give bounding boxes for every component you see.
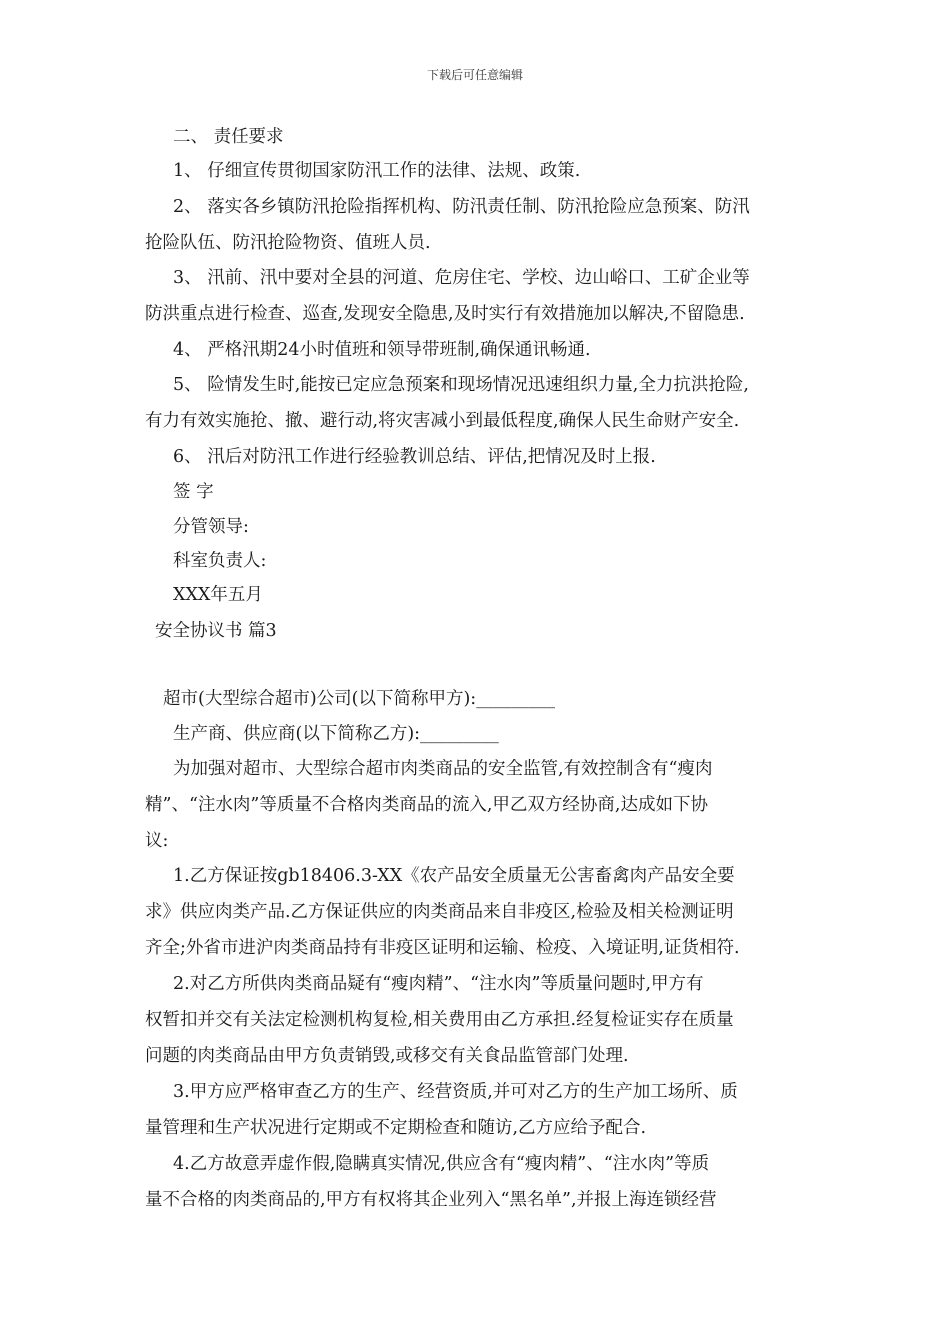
clause: 4.乙方故意弄虚作假,隐瞒真实情况,供应含有“瘦肉精”、“注水肉”等质 (173, 1154, 710, 1174)
clause: 求》供应肉类产品.乙方保证供应的肉类商品来自非疫区,检验及相关检测证明 (145, 902, 734, 922)
party-a: 超市(大型综合超市)公司(以下简称甲方):_________ (163, 689, 555, 709)
clause: 问题的肉类商品由甲方负责销毁,或移交有关食品监管部门处理. (145, 1046, 629, 1066)
list-item: 1、 仔细宣传贯彻国家防汛工作的法律、法规、政策. (173, 161, 581, 181)
clause: 量不合格的肉类商品的,甲方有权将其企业列入“黑名单”,并报上海连锁经营 (145, 1190, 717, 1210)
clause: 3.甲方应严格审查乙方的生产、经营资质,并可对乙方的生产加工场所、质 (173, 1082, 738, 1102)
signature-leader: 分管领导: (173, 517, 249, 537)
page-header-note: 下载后可任意编辑 (426, 68, 523, 82)
list-item: 2、 落实各乡镇防汛抢险指挥机构、防汛责任制、防汛抢险应急预案、防汛 (173, 197, 750, 217)
intro-paragraph: 精”、“注水肉”等质量不合格肉类商品的流入,甲乙双方经协商,达成如下协 (145, 795, 708, 815)
party-b: 生产商、供应商(以下简称乙方):_________ (173, 724, 499, 744)
intro-paragraph: 为加强对超市、大型综合超市肉类商品的安全监管,有效控制含有“瘦肉 (173, 759, 713, 779)
section-heading: 二、 责任要求 (173, 127, 284, 147)
clause: 1.乙方保证按gb18406.3-XX《农产品安全质量无公害畜禽肉产品安全要 (173, 866, 735, 886)
intro-paragraph: 议: (145, 831, 169, 851)
clause: 权暂扣并交有关法定检测机构复检,相关费用由乙方承担.经复检证实存在质量 (145, 1010, 734, 1030)
signature-title: 签 字 (173, 482, 214, 502)
list-item: 4、 严格汛期24小时值班和领导带班制,确保通讯畅通. (173, 340, 591, 360)
signature-date: XXX年五月 (173, 585, 263, 605)
clause: 齐全;外省市进沪肉类商品持有非疫区证明和运输、检疫、入境证明,证货相符. (145, 938, 740, 958)
list-item: 5、 险情发生时,能按已定应急预案和现场情况迅速组织力量,全力抗洪抢险, (173, 375, 749, 395)
list-item-continuation: 抢险队伍、防汛抢险物资、值班人员. (145, 233, 431, 253)
list-item-continuation: 有力有效实施抢、撤、避行动,将灾害减小到最低程度,确保人民生命财产安全. (145, 411, 740, 431)
list-item: 6、 汛后对防汛工作进行经验教训总结、评估,把情况及时上报. (173, 447, 656, 467)
signature-dept-head: 科室负责人: (173, 551, 267, 571)
article-title: 安全协议书 篇3 (155, 621, 277, 641)
clause: 2.对乙方所供肉类商品疑有“瘦肉精”、“注水肉”等质量问题时,甲方有 (173, 974, 704, 994)
clause: 量管理和生产状况进行定期或不定期检查和随访,乙方应给予配合. (145, 1118, 647, 1138)
list-item-continuation: 防洪重点进行检查、巡查,发现安全隐患,及时实行有效措施加以解决,不留隐患. (145, 304, 745, 324)
list-item: 3、 汛前、汛中要对全县的河道、危房住宅、学校、边山峪口、工矿企业等 (173, 268, 750, 288)
